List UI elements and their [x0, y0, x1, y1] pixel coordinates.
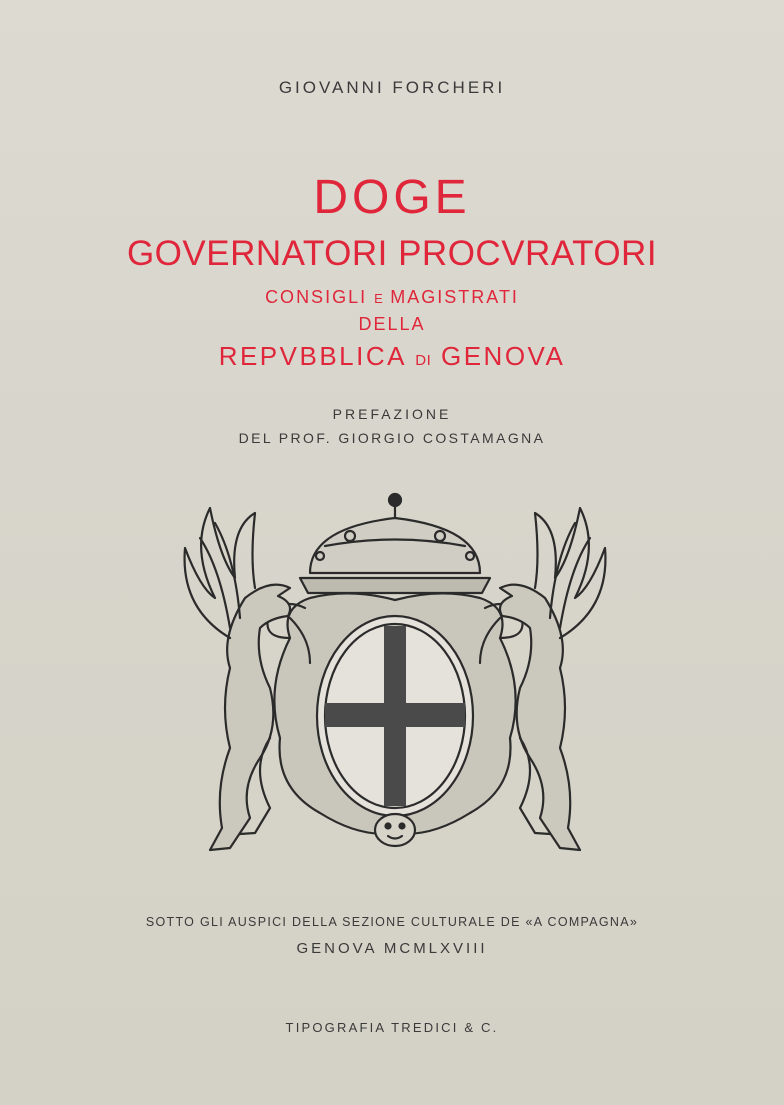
title-repubblica-part: REPVBBLICA	[218, 341, 416, 371]
title-della: DELLA	[358, 314, 426, 334]
author-name: GIOVANNI FORCHERI	[278, 78, 506, 97]
genoa-coat-of-arms-icon	[160, 488, 630, 870]
auspices-line: SOTTO GLI AUSPICI DELLA SEZIONE CULTURALE DE «A COMPAGNA»	[145, 915, 639, 929]
title-consigli-conjunction: E	[374, 291, 384, 306]
title-doge: DOGE	[313, 171, 471, 224]
title-governatori: GOVERNATORI PROCVRATORI	[126, 234, 658, 273]
printer-name: TIPOGRAFIA TREDICI & C.	[285, 1020, 499, 1035]
title-consigli	[0, 287, 784, 308]
place-date: GENOVA MCMLXVIII	[296, 940, 488, 957]
title-magistrati-part: MAGISTRATI	[383, 287, 519, 307]
title-consigli-part: CONSIGLI	[265, 287, 375, 307]
title-genova-part: GENOVA	[431, 341, 566, 371]
preface-author: DEL PROF. GIORGIO COSTAMAGNA	[238, 430, 546, 446]
title-di: DI	[415, 352, 432, 369]
preface-label: PREFAZIONE	[332, 406, 452, 422]
title-repubblica	[0, 341, 784, 372]
